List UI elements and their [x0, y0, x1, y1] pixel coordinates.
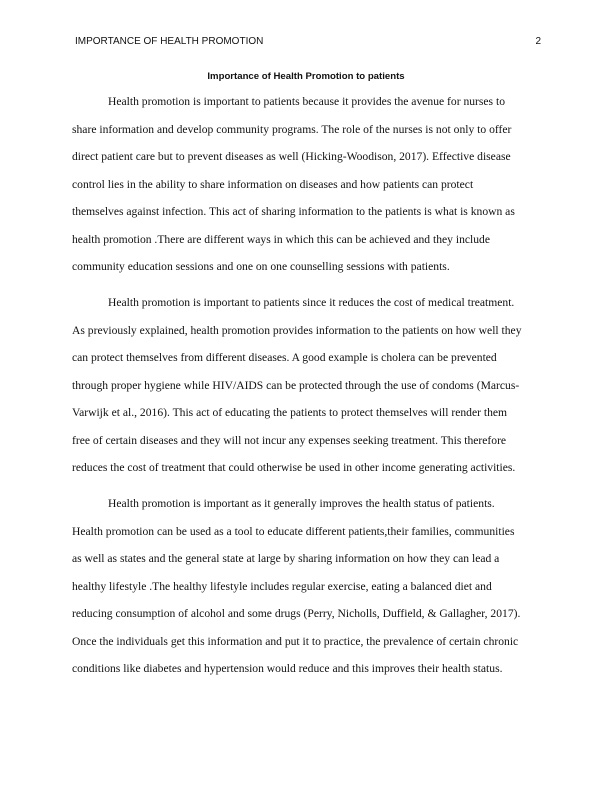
text-line: Health promotion is important to patients since it reduces the cost of medical treatment. [108, 296, 515, 309]
text-line: free of certain diseases and they will not incur any expenses seeking treatment. This therefore [72, 433, 507, 447]
text-line: healthy lifestyle .The healthy lifestyle includes regular exercise, eating a balanced diet and [72, 579, 492, 593]
text-line: can protect themselves from different diseases. A good example is cholera can be prevented [72, 351, 497, 364]
text-line: conditions like diabetes and hypertension would reduce and this improves their health status. [72, 662, 503, 675]
text-line: control lies in the ability to share information on diseases and how patients can protect [72, 177, 474, 191]
text-line: through proper hygiene while HIV/AIDS can be protected through the use of condoms (Marcus- [72, 378, 520, 392]
text-line: community education sessions and one on one counselling sessions with patients. [72, 260, 450, 273]
text-line: share information and develop community programs. The role of the nurses is not only to offer [72, 122, 512, 136]
text-line: As previously explained, health promotion provides information to the patients on how well they [72, 323, 522, 337]
text-line: Health promotion is important to patients because it provides the avenue for nurses to [108, 95, 505, 108]
document-body [72, 88, 542, 691]
running-head: IMPORTANCE OF HEALTH PROMOTION [75, 36, 264, 47]
text-line: Once the individuals get this information and put it to practice, the prevalence of certain chronic [72, 634, 519, 648]
text-line: reducing consumption of alcohol and some drugs (Perry, Nicholls, Duffield, & Gallagher, 2017). [72, 607, 521, 620]
text-line: Health promotion is important as it generally improves the health status of patients. [108, 497, 495, 510]
text-line: themselves against infection. This act of sharing information to the patients is what is known as [72, 205, 515, 218]
paragraph [72, 490, 542, 683]
text-line: direct patient care but to prevent diseases as well (Hicking-Woodison, 2017). Effective disease [72, 150, 511, 163]
document-title: Importance of Health Promotion to patients [207, 71, 405, 82]
paragraph [72, 88, 542, 281]
text-line: health promotion .There are different ways in which this can be achieved and they include [72, 232, 490, 246]
text-line: reduces the cost of treatment that could otherwise be used in other income generating activities. [72, 461, 516, 474]
text-line: as well as states and the general state at large by sharing information on how they can lead a [72, 552, 500, 565]
text-line: Varwijk et al., 2016). This act of educating the patients to protect themselves will render them [72, 406, 508, 419]
text-line: Health promotion can be used as a tool to educate different patients,their families, communities [72, 524, 515, 538]
paragraph [72, 289, 542, 482]
page-number: 2 [535, 36, 541, 47]
